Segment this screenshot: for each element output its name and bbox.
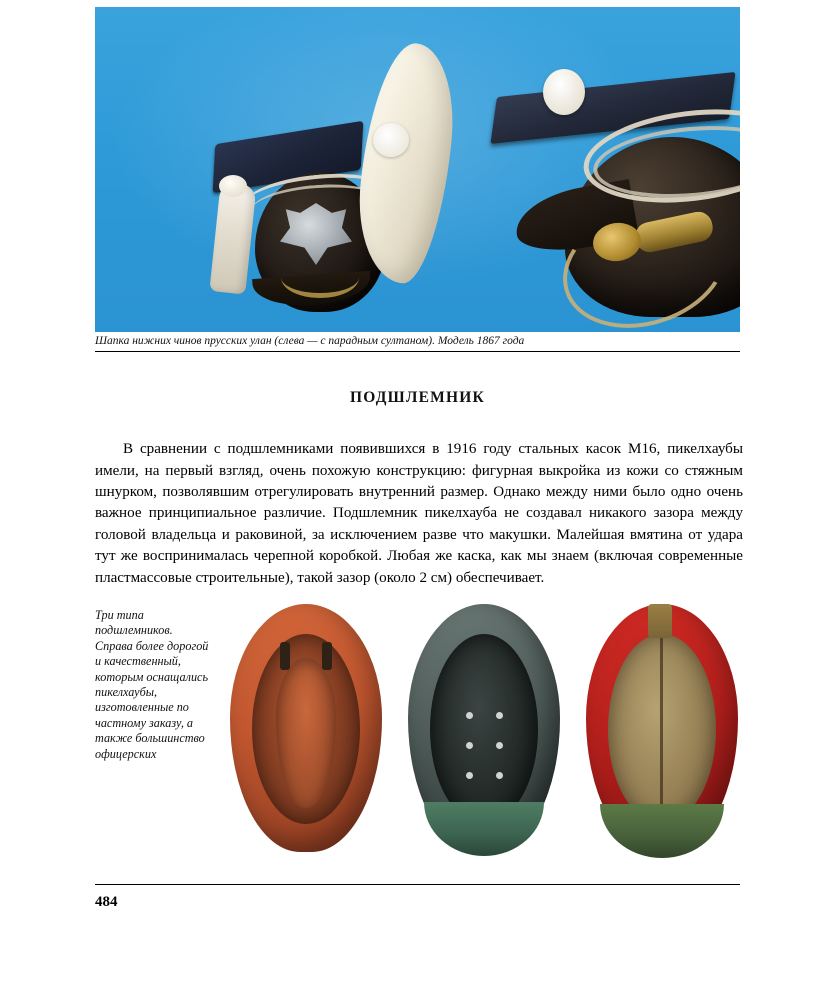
horizontal-rule-bottom xyxy=(95,884,740,885)
liner-rivet xyxy=(496,712,503,719)
left-helmet-chin-chain xyxy=(281,257,359,298)
section-heading: ПОДШЛЕМНИК xyxy=(350,389,485,406)
body-paragraph: В сравнении с подшлемниками появившихся в 1916 году стальных касок М16, пикелхаубы имели, на первый взгляд, очень похожую конструкцию: фигурная выкройка из кожи со стяжным шнурком, позволявшим отрегулировать внутренний размер. Однако между ними было одно очень важное принципиальное различие. Подшлемник пикелхауба не создавал никакого зазора между головой владельца и раковиной, за исключением разве что макушки. Малейшая вмятина от удара тут же воспринималась черепной коробкой. Любая же каска, как мы знаем (включая современные пластмассовые строительные), такой зазор (около 2 см) обеспечивает. xyxy=(95,441,743,586)
parade-plume-base xyxy=(373,123,409,157)
right-helmet-disc xyxy=(543,69,585,115)
bottom-figure-caption: Три типа подшлемников. Справа более дорогой и качественный, которым оснащались пикелхаубы, изготовленные по частному заказу, а также большинство офицерских xyxy=(95,608,209,761)
helmet-liner-brown xyxy=(230,604,382,864)
top-photograph xyxy=(95,7,740,332)
liner-interior xyxy=(430,634,538,824)
liner-rivet xyxy=(466,742,473,749)
liner-center-seam xyxy=(660,634,663,826)
helmet-liner-grey xyxy=(408,604,560,864)
liner-clip-left xyxy=(280,642,290,670)
top-figure-caption: Шапка нижних чинов прусских улан (слева — с парадным султаном). Модель 1867 года xyxy=(95,335,525,347)
left-helmet-tassel-knot xyxy=(219,175,247,197)
liner-clip-right xyxy=(322,642,332,670)
liner-green-band xyxy=(600,804,724,858)
liner-rivet xyxy=(496,772,503,779)
liner-rivet xyxy=(466,772,473,779)
liner-rivet xyxy=(466,712,473,719)
liner-green-band xyxy=(424,802,544,856)
liner-top-strap xyxy=(648,604,672,638)
helmet-liner-red xyxy=(586,604,738,864)
liner-rivet xyxy=(496,742,503,749)
page-number: 484 xyxy=(95,894,118,910)
horizontal-rule-top xyxy=(95,351,740,352)
bottom-photograph xyxy=(228,604,740,870)
